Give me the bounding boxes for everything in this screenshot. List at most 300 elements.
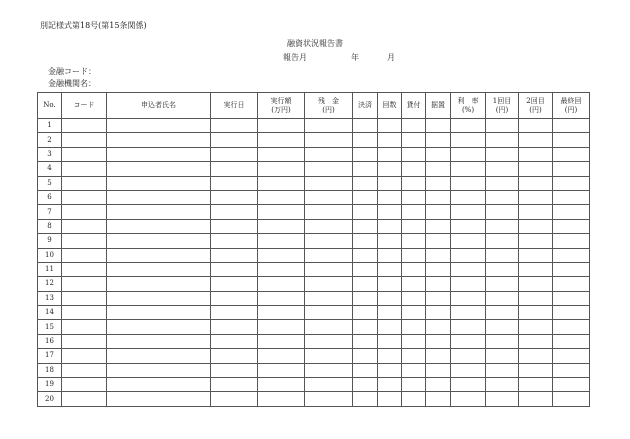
table-cell [486, 392, 519, 406]
table-cell [451, 277, 486, 291]
table-cell [353, 334, 378, 348]
table-row [38, 334, 590, 348]
table-cell [451, 147, 486, 161]
table-cell [107, 248, 211, 262]
table-row [38, 291, 590, 305]
table-cell [62, 147, 107, 161]
table-cell [62, 378, 107, 392]
column-header [353, 93, 378, 119]
table-cell [107, 349, 211, 363]
column-header [107, 93, 211, 119]
table-cell [486, 176, 519, 190]
table-cell [378, 363, 402, 377]
column-header [519, 93, 553, 119]
table-cell [553, 176, 590, 190]
table-cell [305, 378, 353, 392]
table-cell [486, 334, 519, 348]
table-row [38, 306, 590, 320]
table-cell [426, 291, 451, 305]
table-cell [519, 147, 553, 161]
table-cell [305, 306, 353, 320]
table-row [38, 378, 590, 392]
table-cell [305, 162, 353, 176]
table-cell [519, 363, 553, 377]
table-row [38, 392, 590, 406]
table-cell [305, 176, 353, 190]
table-cell [305, 205, 353, 219]
form-number-label: 別記様式第18号(第15条関係) [40, 21, 147, 30]
column-header [305, 93, 353, 119]
report-table [37, 92, 590, 407]
table-row [38, 205, 590, 219]
table-cell [451, 133, 486, 147]
table-cell [553, 277, 590, 291]
table-cell [305, 248, 353, 262]
table-cell [258, 306, 305, 320]
table-cell [378, 306, 402, 320]
table-cell [486, 262, 519, 276]
row-number: 8 [38, 219, 62, 233]
column-header [62, 93, 107, 119]
column-header-label: 2回目 [526, 96, 545, 105]
table-cell [426, 248, 451, 262]
table-cell [258, 147, 305, 161]
table-cell [426, 334, 451, 348]
table-cell [211, 306, 258, 320]
table-cell [305, 133, 353, 147]
table-cell [402, 119, 426, 133]
table-cell [451, 219, 486, 233]
table-cell [486, 162, 519, 176]
table-cell [402, 277, 426, 291]
table-cell [378, 219, 402, 233]
column-header [402, 93, 426, 119]
table-cell [211, 334, 258, 348]
table-cell [426, 219, 451, 233]
table-cell [107, 119, 211, 133]
column-header-unit: (円) [322, 105, 335, 114]
table-cell [486, 320, 519, 334]
table-row [38, 349, 590, 363]
table-cell [353, 190, 378, 204]
table-cell [62, 219, 107, 233]
table-cell [402, 334, 426, 348]
table-cell [519, 119, 553, 133]
table-cell [258, 392, 305, 406]
table-cell [211, 176, 258, 190]
table-cell [553, 349, 590, 363]
table-cell [353, 392, 378, 406]
table-cell [426, 190, 451, 204]
column-header-label: 最終回 [560, 96, 582, 105]
row-number: 12 [38, 277, 62, 291]
table-cell [553, 205, 590, 219]
table-cell [378, 334, 402, 348]
table-cell [451, 349, 486, 363]
table-row [38, 190, 590, 204]
table-cell [353, 205, 378, 219]
table-cell [305, 349, 353, 363]
table-cell [258, 219, 305, 233]
column-header-label: 回数 [382, 101, 397, 109]
table-cell [402, 190, 426, 204]
row-number: 9 [38, 234, 62, 248]
column-header-label: 実行額 [270, 96, 292, 105]
table-cell [107, 320, 211, 334]
table-cell [553, 334, 590, 348]
row-number: 10 [38, 248, 62, 262]
column-header-label: コード [73, 101, 95, 109]
table-cell [305, 291, 353, 305]
table-cell [62, 320, 107, 334]
table-cell [305, 147, 353, 161]
table-row [38, 133, 590, 147]
table-cell [353, 262, 378, 276]
table-cell [62, 234, 107, 248]
table-cell [378, 248, 402, 262]
table-row [38, 119, 590, 133]
table-cell [402, 291, 426, 305]
institution-name-label: 金融機関名： [48, 79, 96, 88]
table-row [38, 219, 590, 233]
table-cell [353, 248, 378, 262]
table-cell [426, 119, 451, 133]
table-row [38, 147, 590, 161]
table-cell [353, 219, 378, 233]
table-cell [353, 320, 378, 334]
table-cell [258, 349, 305, 363]
institution-code-label: 金融コード： [48, 67, 96, 76]
column-header [426, 93, 451, 119]
table-cell [353, 133, 378, 147]
table-cell [258, 277, 305, 291]
table-cell [107, 219, 211, 233]
table-cell [553, 363, 590, 377]
table-cell [451, 378, 486, 392]
table-cell [107, 190, 211, 204]
table-cell [402, 262, 426, 276]
table-cell [353, 306, 378, 320]
table-cell [258, 291, 305, 305]
table-cell [378, 349, 402, 363]
table-cell [305, 392, 353, 406]
table-cell [553, 248, 590, 262]
table-cell [211, 378, 258, 392]
table-cell [426, 392, 451, 406]
table-cell [553, 119, 590, 133]
table-cell [211, 262, 258, 276]
table-cell [426, 320, 451, 334]
table-cell [258, 176, 305, 190]
table-cell [426, 234, 451, 248]
row-number: 15 [38, 320, 62, 334]
table-cell [451, 119, 486, 133]
row-number: 16 [38, 334, 62, 348]
row-number: 1 [38, 119, 62, 133]
column-header [486, 93, 519, 119]
report-month-line [283, 52, 395, 63]
table-cell [451, 334, 486, 348]
column-header-label: 残 金 [318, 96, 339, 105]
table-cell [211, 234, 258, 248]
table-cell [402, 363, 426, 377]
column-header [553, 93, 590, 119]
table-row [38, 162, 590, 176]
table-cell [486, 219, 519, 233]
table-cell [402, 234, 426, 248]
table-cell [426, 349, 451, 363]
table-cell [519, 162, 553, 176]
table-cell [519, 248, 553, 262]
column-header-label: 利 率 [457, 96, 479, 105]
table-cell [258, 320, 305, 334]
table-cell [519, 349, 553, 363]
column-header-label: 実行日 [223, 101, 245, 109]
table-cell [211, 205, 258, 219]
column-header-label: No. [43, 101, 56, 109]
table-cell [519, 306, 553, 320]
table-cell [519, 378, 553, 392]
table-cell [305, 363, 353, 377]
table-cell [211, 320, 258, 334]
row-number: 3 [38, 147, 62, 161]
table-cell [107, 378, 211, 392]
row-number: 14 [38, 306, 62, 320]
table-cell [519, 334, 553, 348]
table-cell [62, 190, 107, 204]
table-cell [451, 205, 486, 219]
table-cell [353, 378, 378, 392]
table-cell [107, 291, 211, 305]
table-cell [486, 378, 519, 392]
table-row [38, 363, 590, 377]
table-cell [378, 119, 402, 133]
table-cell [519, 277, 553, 291]
table-cell [402, 205, 426, 219]
table-cell [553, 291, 590, 305]
table-cell [258, 190, 305, 204]
table-row [38, 248, 590, 262]
table-cell [451, 176, 486, 190]
table-cell [62, 119, 107, 133]
table-cell [378, 205, 402, 219]
table-cell [553, 219, 590, 233]
table-cell [378, 234, 402, 248]
table-cell [305, 190, 353, 204]
table-cell [353, 234, 378, 248]
table-cell [353, 176, 378, 190]
column-header [378, 93, 402, 119]
table-cell [402, 306, 426, 320]
table-cell [378, 291, 402, 305]
table-cell [211, 147, 258, 161]
table-body [38, 119, 590, 407]
table-cell [402, 176, 426, 190]
table-cell [107, 205, 211, 219]
table-cell [353, 349, 378, 363]
table-cell [519, 219, 553, 233]
table-cell [378, 262, 402, 276]
table-cell [426, 363, 451, 377]
table-cell [211, 162, 258, 176]
table-cell [211, 119, 258, 133]
table-cell [378, 176, 402, 190]
table-cell [211, 363, 258, 377]
table-cell [402, 248, 426, 262]
table-cell [451, 306, 486, 320]
column-header-unit: (万円) [271, 105, 291, 114]
table-cell [107, 176, 211, 190]
table-cell [519, 392, 553, 406]
table-cell [258, 119, 305, 133]
table-cell [258, 133, 305, 147]
table-cell [62, 291, 107, 305]
table-cell [305, 277, 353, 291]
table-cell [553, 234, 590, 248]
table-cell [353, 119, 378, 133]
table-cell [486, 234, 519, 248]
table-cell [486, 133, 519, 147]
table-cell [426, 205, 451, 219]
table-cell [107, 234, 211, 248]
table-cell [486, 190, 519, 204]
table-cell [258, 378, 305, 392]
table-cell [62, 363, 107, 377]
row-number: 11 [38, 262, 62, 276]
table-cell [62, 392, 107, 406]
table-cell [305, 334, 353, 348]
table-cell [107, 306, 211, 320]
page-title: 融資状況報告書 [287, 39, 343, 48]
table-cell [519, 234, 553, 248]
table-cell [107, 392, 211, 406]
column-header-label: 1回目 [492, 96, 512, 105]
table-cell [62, 133, 107, 147]
year-unit: 年 [351, 53, 359, 62]
table-header-row [38, 93, 590, 119]
table-cell [486, 147, 519, 161]
row-number: 6 [38, 190, 62, 204]
table-cell [486, 119, 519, 133]
row-number: 2 [38, 133, 62, 147]
table-cell [258, 205, 305, 219]
table-cell [378, 133, 402, 147]
table-cell [62, 162, 107, 176]
table-cell [553, 320, 590, 334]
row-number: 4 [38, 162, 62, 176]
table-cell [451, 234, 486, 248]
row-number: 20 [38, 392, 62, 406]
table-cell [378, 320, 402, 334]
table-cell [211, 248, 258, 262]
table-cell [486, 248, 519, 262]
table-row [38, 234, 590, 248]
table-cell [62, 176, 107, 190]
table-cell [107, 262, 211, 276]
row-number: 7 [38, 205, 62, 219]
table-cell [211, 277, 258, 291]
table-cell [378, 378, 402, 392]
table-cell [553, 262, 590, 276]
table-cell [426, 176, 451, 190]
column-header-label: 申込者氏名 [141, 101, 176, 109]
table-cell [107, 277, 211, 291]
table-row [38, 176, 590, 190]
table-row [38, 262, 590, 276]
table-cell [62, 248, 107, 262]
table-cell [402, 147, 426, 161]
table-cell [258, 363, 305, 377]
table-row [38, 277, 590, 291]
table-cell [62, 334, 107, 348]
table-cell [353, 277, 378, 291]
table-cell [211, 291, 258, 305]
table-cell [402, 162, 426, 176]
table-cell [107, 363, 211, 377]
table-cell [62, 277, 107, 291]
table-cell [451, 190, 486, 204]
table-cell [402, 349, 426, 363]
table-cell [451, 291, 486, 305]
table-cell [451, 162, 486, 176]
table-cell [519, 176, 553, 190]
table-cell [378, 190, 402, 204]
table-cell [519, 320, 553, 334]
table-cell [486, 349, 519, 363]
table-cell [107, 147, 211, 161]
table-cell [211, 190, 258, 204]
table-cell [451, 320, 486, 334]
table-cell [402, 392, 426, 406]
table-cell [378, 392, 402, 406]
column-header [211, 93, 258, 119]
table-cell [211, 219, 258, 233]
table-row [38, 320, 590, 334]
table-cell [486, 306, 519, 320]
table-cell [402, 219, 426, 233]
table-cell [62, 262, 107, 276]
row-number: 13 [38, 291, 62, 305]
column-header-unit: (%) [461, 105, 475, 114]
table-cell [353, 147, 378, 161]
table-cell [258, 248, 305, 262]
table-cell [519, 262, 553, 276]
column-header [451, 93, 486, 119]
table-cell [426, 306, 451, 320]
table-cell [305, 219, 353, 233]
table-cell [378, 147, 402, 161]
table-cell [62, 205, 107, 219]
column-header [38, 93, 62, 119]
table-cell [426, 378, 451, 392]
table-cell [353, 291, 378, 305]
table-cell [426, 147, 451, 161]
table-cell [107, 133, 211, 147]
column-header-label: 貸付 [406, 101, 421, 109]
table-cell [451, 262, 486, 276]
table-cell [451, 248, 486, 262]
table-cell [402, 133, 426, 147]
table-cell [553, 133, 590, 147]
table-cell [519, 205, 553, 219]
table-cell [258, 334, 305, 348]
table-cell [486, 291, 519, 305]
row-number: 17 [38, 349, 62, 363]
column-header-unit: (円) [495, 105, 509, 114]
table-cell [62, 349, 107, 363]
table-cell [486, 277, 519, 291]
table-cell [553, 392, 590, 406]
